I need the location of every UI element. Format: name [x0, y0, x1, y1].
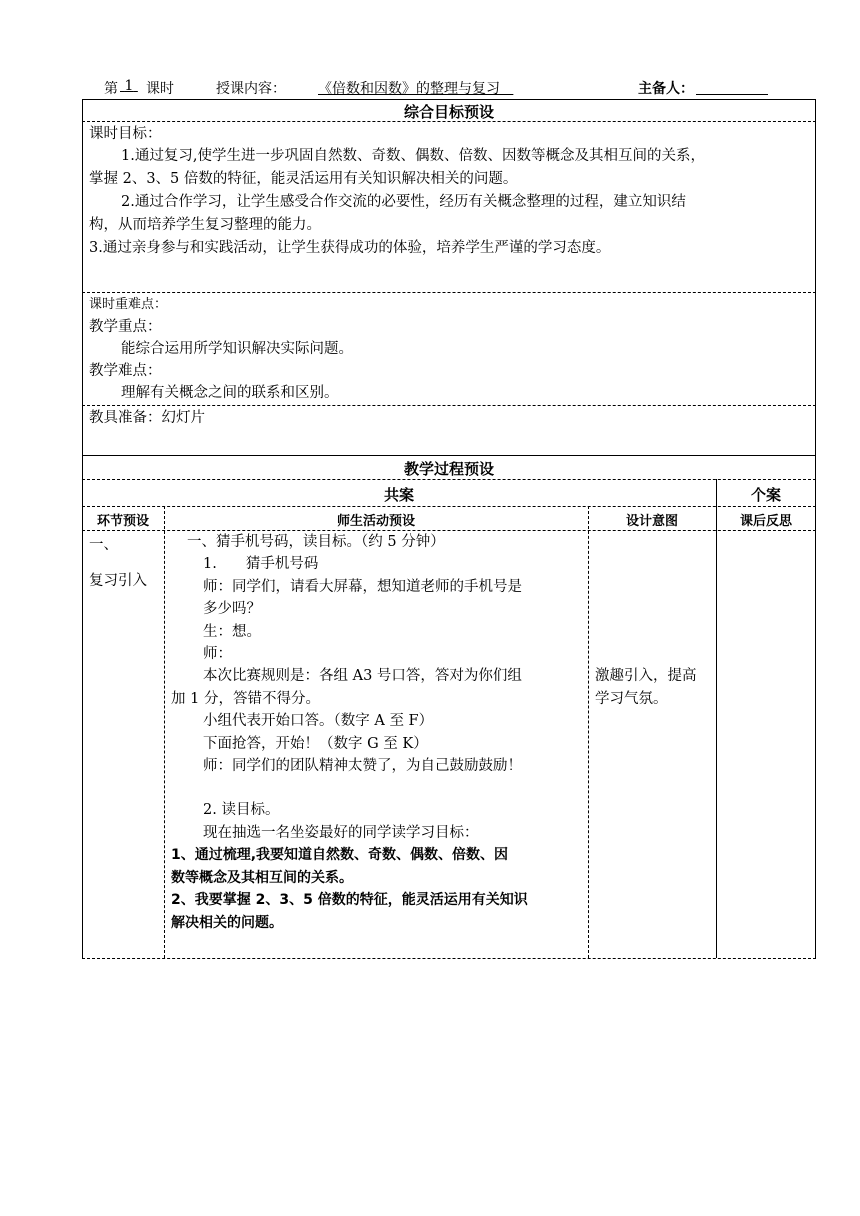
- rule-process-top: [82, 455, 816, 456]
- process-title: 教学过程预设: [403, 460, 494, 478]
- activity-line: 下面抢答，开始！（数字 G 至 K）: [203, 735, 428, 752]
- personal-plan-title: 个案: [750, 486, 781, 504]
- stage-name: 复习引入: [89, 573, 147, 589]
- rule-difficulty: [82, 405, 816, 406]
- objective-line: 3.通过亲身参与和实践活动，让学生获得成功的体验，培养学生严谨的学习态度。: [89, 240, 611, 256]
- col-divider-stage: [164, 506, 165, 958]
- activity-line: 一、猜手机号码，读目标。（约 5 分钟）: [187, 534, 445, 550]
- objective-line: 2.通过合作学习，让学生感受合作交流的必要性，经历有关概念整理的过程，建立知识结: [121, 194, 686, 210]
- lesson-header: [82, 78, 816, 98]
- col-header-reflection: 课后反思: [739, 514, 792, 529]
- activities-cell: [171, 531, 585, 934]
- objective-line: 1.通过复习,使学生进一步巩固自然数、奇数、偶数、倍数、因数等概念及其相互间的关系，: [121, 148, 705, 164]
- objective-line: 构，从而培养学生复习整理的能力。: [89, 217, 321, 233]
- activity-line: 师：同学们，请看大屏幕，想知道老师的手机号是: [203, 578, 522, 595]
- activity-line: 数等概念及其相互间的关系。: [171, 869, 353, 886]
- activity-line: 1、通过梳理,我要知道自然数、奇数、偶数、倍数、因: [171, 847, 509, 864]
- col-header-activities: 师生活动预设: [336, 514, 415, 529]
- stage-number: 一、: [89, 537, 118, 553]
- activity-line: 1. 猜手机号码: [203, 556, 319, 573]
- objectives-label: 课时目标：: [89, 126, 162, 142]
- key-point-text: 能综合运用所学知识解决实际问题。: [121, 341, 353, 357]
- activity-line: 生：想。: [203, 623, 261, 640]
- difficulty-label: 课时重难点：: [89, 297, 168, 312]
- activity-line: 多少吗？: [203, 601, 261, 618]
- col-divider-intent: [588, 506, 589, 958]
- difficulty-block: [89, 294, 811, 404]
- goals-title: 综合目标预设: [403, 103, 494, 121]
- preparer: 主备人：: [638, 78, 768, 98]
- rule-top: [82, 99, 816, 100]
- activity-line: 加 1 分，答错不得分。: [171, 690, 320, 707]
- col-header-stage: 环节预设: [96, 514, 149, 529]
- activity-line: 2. 读目标。: [203, 802, 280, 819]
- activity-line: 解决相关的问题。: [171, 914, 283, 931]
- tools-preparation: 教具准备：幻灯片: [89, 410, 205, 426]
- shared-plan-title: 共案: [383, 486, 414, 504]
- content-value: 《倍数和因数》的整理与复习: [318, 81, 500, 97]
- lesson-number: 1: [124, 78, 134, 94]
- objective-line: 掌握 2、3、5 倍数的特征，能灵活运用有关知识解决相关的问题。: [89, 171, 518, 187]
- activity-line: 本次比赛规则是：各组 A3 号口答，答对为你们组: [203, 668, 522, 685]
- key-point-label: 教学重点：: [89, 319, 162, 335]
- preparer-blank: [696, 80, 768, 95]
- intent-line: 激趣引入，提高: [595, 668, 697, 684]
- activity-line: 小组代表开始口答。（数字 A 至 F）: [203, 713, 434, 730]
- hard-point-text: 理解有关概念之间的联系和区别。: [121, 385, 339, 401]
- intent-cell: [595, 665, 713, 711]
- activity-line: 师：: [203, 646, 232, 663]
- rule-shared-row: [82, 506, 816, 507]
- activity-spacer: [171, 777, 585, 799]
- activity-line: 现在抽选一名坐姿最好的同学读学习目标：: [203, 824, 479, 841]
- activity-line: 2、我要掌握 2、3、5 倍数的特征，能灵活运用有关知识: [171, 892, 528, 909]
- rule-process-title: [82, 479, 816, 480]
- intent-line: 学习气氛。: [595, 691, 668, 707]
- hard-point-label: 教学难点：: [89, 363, 162, 379]
- activity-line: 师：同学们的团队精神太赞了，为自己鼓励鼓励！: [203, 758, 522, 775]
- lesson-prefix: 第: [104, 81, 118, 97]
- objectives-list: [89, 145, 811, 260]
- reflection-cell[interactable]: [717, 531, 815, 957]
- lesson-suffix: 课时: [146, 81, 174, 97]
- col-header-intent: 设计意图: [625, 514, 678, 529]
- rule-bottom: [82, 958, 816, 959]
- content-label: 授课内容：: [216, 81, 286, 97]
- rule-objectives: [82, 292, 816, 293]
